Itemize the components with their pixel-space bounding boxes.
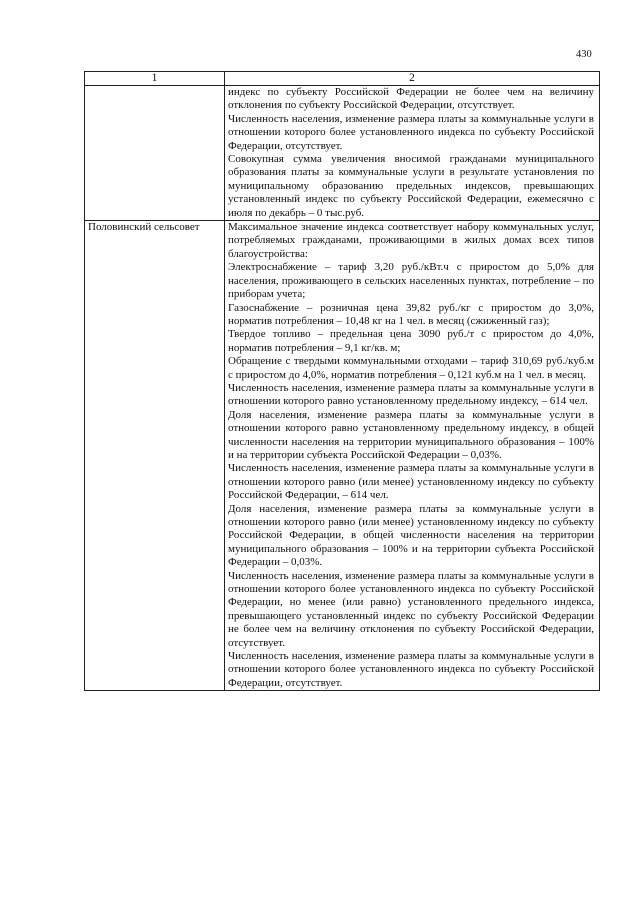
paragraph: Электроснабжение – тариф 3,20 руб./кВт.ч с приростом до 5,0% для населения, проживающего в сельских населенных пунктах, потребление – по приборам учета; — [228, 261, 594, 301]
paragraph: Численность населения, изменение размера платы за коммунальные услуги в отношении которого равно (или менее) установленному индексу по субъекту Российской Федерации, – 614 чел. — [228, 462, 594, 502]
paragraph: Доля населения, изменение размера платы за коммунальные услуги в отношении которого равно (или менее) установленному индексу по субъекту Российской Федерации, в общей численности населения на территории муниципального образования – 100% и на территории субъекта Российской Федерации – 0,03%. — [228, 502, 594, 569]
paragraph: Доля населения, изменение размера платы за коммунальные услуги в отношении которого равно установленному предельному индексу, в общей численности населения на территории муниципального образования – 100% и на территории субъекта Российской Федерации – 0,03%. — [228, 408, 594, 461]
column-header-2: 2 — [225, 72, 600, 86]
municipality-name — [85, 86, 225, 221]
page-number: 430 — [576, 49, 592, 60]
paragraph: Численность населения, изменение размера платы за коммунальные услуги в отношении которого равно установленному предельному индексу, – 614 чел. — [228, 381, 594, 408]
paragraph: Твердое топливо – предельная цена 3090 руб./т с приростом до 4,0%, норматив потребления – 9,1 кг/кв. м; — [228, 328, 594, 354]
table-row — [85, 86, 600, 221]
paragraph: Максимальное значение индекса соответствует набору коммунальных услуг, потребляемых гражданами, проживающими в жилых домах всех типов благоустройства: — [228, 221, 594, 260]
paragraph: Совокупная сумма увеличения вносимой гражданами муниципального образования платы за коммунальные услуги в результате установления по муниципальному образованию предельных индексов, превышающих установленный индекс по субъекту Российской Федерации, ежемесячно с июля по декабрь – 0 тыс.руб. — [228, 153, 594, 219]
table-header-row — [85, 72, 600, 86]
paragraph: Численность населения, изменение размера платы за коммунальные услуги в отношении которого более установленного индекса по субъекту Российской Федерации, но менее (или равно) установленного предельного индекса, превышающего установленный индекс по субъекту Российской Федерации не более чем на величину отклонения по субъекту Российской Федерации, отсутствует. — [228, 569, 594, 649]
row-description — [225, 86, 600, 221]
row-description — [225, 221, 600, 691]
municipality-name: Половинский сельсовет — [85, 221, 225, 691]
document-table — [84, 71, 600, 691]
paragraph: индекс по субъекту Российской Федерации не более чем на величину отклонения по субъекту Российской Федерации, отсутствует. — [228, 86, 594, 112]
paragraph: Численность населения, изменение размера платы за коммунальные услуги в отношении которого более установленного индекса по субъекту Российской Федерации, отсутствует. — [228, 650, 594, 689]
paragraph: Численность населения, изменение размера платы за коммунальные услуги в отношении которого более установленного индекса по субъекту Российской Федерации, отсутствует. — [228, 112, 594, 152]
table-row — [85, 221, 600, 691]
paragraph: Обращение с твердыми коммунальными отходами – тариф 310,69 руб./куб.м с приростом до 4,0%, норматив потребления – 0,121 куб.м на 1 чел. в месяц. — [228, 355, 594, 381]
column-header-1: 1 — [85, 72, 225, 86]
paragraph: Газоснабжение – розничная цена 39,82 руб./кг с приростом до 3,0%, норматив потребления – 10,48 кг на 1 чел. в месяц (сжиженный газ); — [228, 301, 594, 327]
